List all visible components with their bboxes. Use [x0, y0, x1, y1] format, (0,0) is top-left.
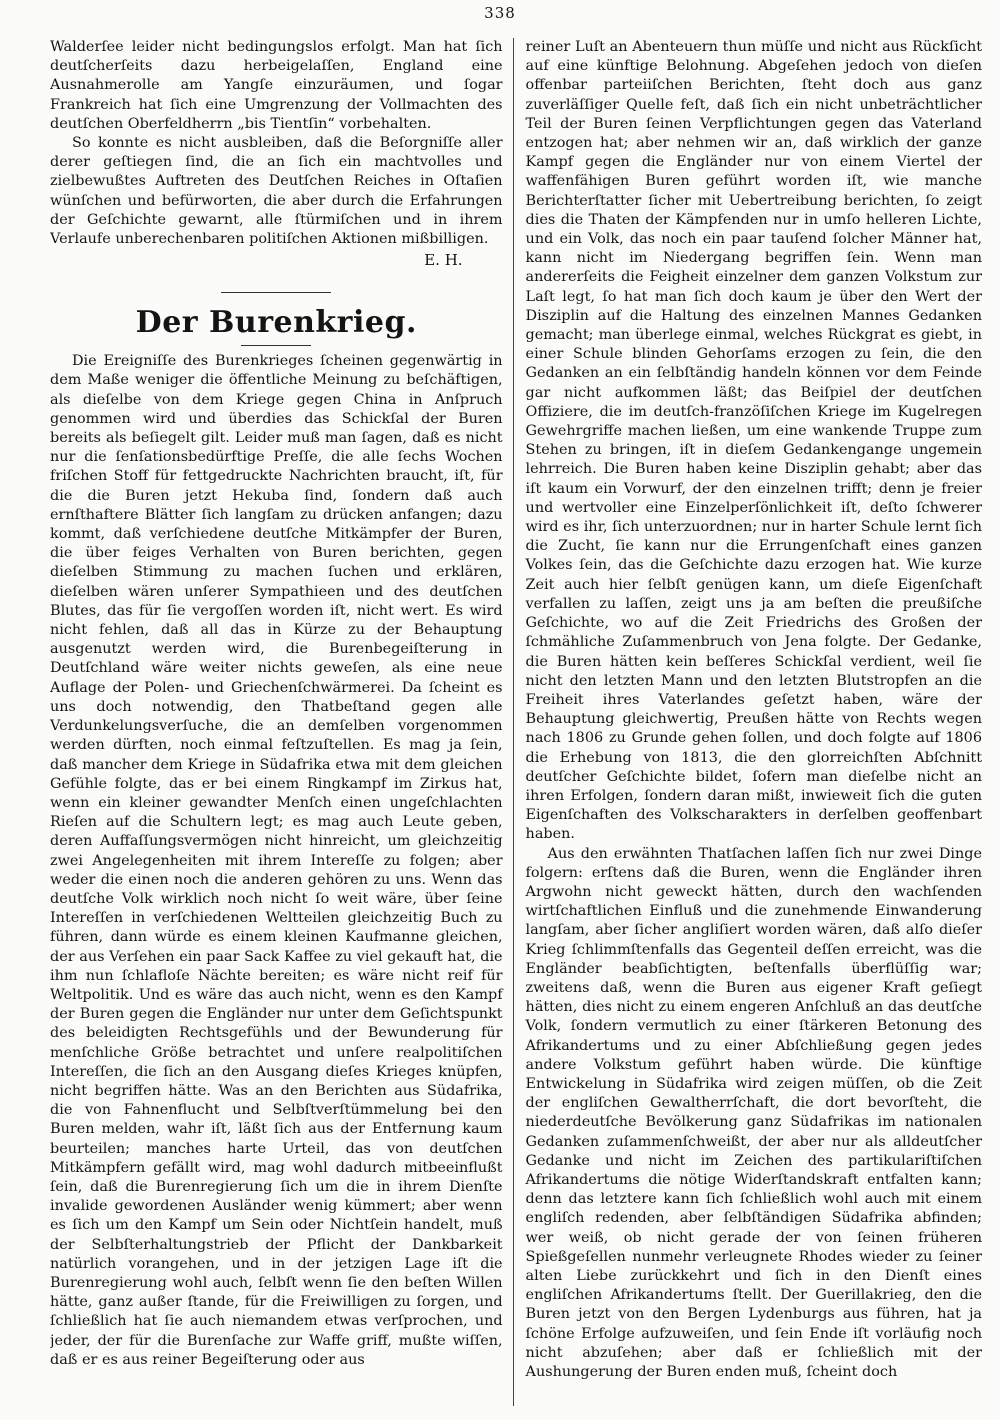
- two-column-layout: [50, 38, 982, 1406]
- intro-paragraph: So konnte es nicht ausbleiben, daß die Beſorgniſſe aller derer geſtiegen ſind, die an ſich ein machtvolles und zielbewußtes Auftreten des Deutſchen Reiches in Oſtaſien wünſchen und befürworten, die aber durch die Erfahrungen der Geſchichte gewarnt, alle ſtürmiſchen und in ihrem Verlaufe unberechenbaren politiſchen Aktionen mißbilligen.: [50, 135, 503, 248]
- right-column: [514, 38, 982, 1406]
- article-paragraph: reiner Luſt an Abenteuern thun müſſe und nicht aus Rückſicht auf eine künftige Belohnung. Abgeſehen jedoch von dieſen offenbar parteiiſchen Berichten, ſteht doch aus ganz zuverläſſiger Quelle feſt, daß ſich ein nicht unbeträchtlicher Teil der Buren ſeinen Verpflichtungen gegen das Vaterland entzogen hat; aber nehmen wir an, daß wirklich der ganze Kampf gegen die Engländer nur von einem Viertel der waffenfähigen Buren geführt worden iſt, wie manche Berichterſtatter ſicher mit Uebertreibung berichten, ſo zeigt dies die Thaten der Kämpfenden nur in umſo helleren Lichte, und ein Volk, das noch ein paar tauſend ſolcher Männer hat, kann nicht im Niedergang begriffen ſein. Wenn man andererſeits die Feigheit einzelner dem ganzen Volkstum zur Laſt legt, ſo hat man ſich doch kaum je über den Wert der Disziplin auf die Haltung des einzelnen Mannes Gedanken gemacht; man überlege einmal, welches Rückgrat es giebt, in einer Schule blinden Gehorſams erzogen zu ſein, die den Gedanken an ein ſelbſtändig handeln können vor dem Feinde gar nicht aufkommen läßt; das Beiſpiel der deutſchen Offiziere, die im deutſch-franzöſiſchen Kriege im Kugelregen Gewehrgriffe machen ließen, um eine wankende Truppe zum Stehen zu bringen, iſt in dieſem Gedankengange ungemein lehrreich. Die Buren haben keine Disziplin gehabt; aber das iſt kaum ein Vorwurf, der den einzelnen trifft; denn je freier und wertvoller eine Einzelperſönlichkeit iſt, deſto ſchwerer wird es ihr, ſich unterzuordnen; nur in harter Schule lernt ſich die Zucht, ſie kann nur die Errungenſchaft eines ganzen Volkes ſein, das die Geſchichte dazu erzogen hat. Wie kurze Zeit auch hier ſelbſt genügen kann, um dieſe Eigenſchaft verfallen zu laſſen, zeigt uns ja am beſten die preußiſche Geſchichte, wo auf die Zeit Friedrichs des Großen der ſchmähliche Zuſammenbruch von Jena folgte. Der Gedanke, die Buren hätten kein beſſeres Schickſal verdient, weil ſie nicht den letzten Mann und den letzten Blutstropfen an die Freiheit ihres Vaterlandes geſetzt haben, wäre der Behauptung gleichwertig, Preußen hätte von Rechts wegen nach 1806 zu Grunde gehen ſollen, und doch folgte auf 1806 die Erhebung von 1813, die den glorreichſten Abſchnitt deutſcher Geſchichte bildet, ſofern man dieſelbe nicht an ihren Erfolgen, ſondern daran mißt, inwieweit ſich die guten Eigenſchaften des Volkscharakters in derſelben geoffenbart haben.: [525, 39, 982, 843]
- intro-paragraph: Walderſee leider nicht bedingungslos erfolgt. Man hat ſich deutſcherſeits dazu herbeigelaſſen, England eine Ausnahmerolle am Yangſe einzuräumen, und ſogar Frankreich hat ſich eine Umgrenzung der Vollmachten des deutſchen Oberfeldherrn „bis Tientſin“ vorbehalten.: [50, 39, 503, 132]
- author-signature: E. H.: [424, 251, 463, 270]
- page-number: 338: [484, 4, 516, 22]
- article-paragraph: Aus den erwähnten Thatſachen laſſen ſich nur zwei Dinge folgern: erſtens daß die Buren, wenn die Engländer ihren Argwohn nicht geweckt hätten, durch den wachſenden wirtſchaftlichen Einfluß und die zunehmende Einwanderung langſam, aber ſicher angliſiert worden wären, daß alſo dieſer Krieg ſchlimmſtenfalls das Gegenteil deſſen erreicht, was die Engländer beabſichtigten, beſtenfalls überflüſſig war; zweitens daß, wenn die Buren aus eigener Kraft geſiegt hätten, dies nicht zu einem engeren Anſchluß an das deutſche Volk, ſondern vermutlich zu einer ſtärkeren Betonung des Afrikandertums und zu einer Abſchließung gegen jedes andere Volkstum geführt haben würde. Die künftige Entwickelung in Südafrika wird zeigen müſſen, ob die Zeit der engliſchen Gewaltherrſchaft, die dort bevorſteht, die niederdeutſche Bevölkerung ganz Südafrikas im nationalen Gedanken zuſammenſchweißt, der aber nur als alldeutſcher Gedanke und nicht im Zeichen des partikulariſtiſchen Afrikandertums die nötige Widerſtandskraft entfalten kann; denn das letztere kann ſich ſchließlich wohl auch mit einem engliſch redenden, aber ſelbſtändigen Südafrika abfinden; wer weiß, ob nicht gerade der von ſeinen früheren Spießgeſellen nunmehr verleugnete Rhodes wieder zu ſeiner alten Liebe zurückkehrt und ſich in den Dienſt eines engliſchen Afrikandertums ſtellt. Der Guerillakrieg, den die Buren jetzt von den Bergen Lydenburgs aus führen, hat ja ſchöne Erfolge aufzuweiſen, und ſein Ende iſt vorläufig noch nicht abzuſehen; aber daß er ſchließlich mit der Aushungerung der Buren enden muß, ſcheint doch: [525, 845, 982, 1381]
- title-underline-rule: [241, 345, 311, 346]
- article-title: Der Burenkrieg.: [135, 305, 417, 341]
- article-paragraph: Die Ereigniſſe des Burenkrieges ſcheinen gegenwärtig in dem Maße weniger die öffentliche Meinung zu beſchäftigen, als dieſelbe von dem Kriege gegen China in Anſpruch genommen wird und überdies das Schickſal der Buren bereits als beſiegelt gilt. Leider muß man ſagen, daß es nicht nur die ſenſationsbedürftige Preſſe, die alle ſechs Wochen friſchen Stoff für fettgedruckte Nachrichten braucht, iſt, für die die Buren jetzt Hekuba ſind, ſondern daß auch ernſthaftere Blätter ſich langſam zu drücken anfangen; dazu kommt, daß verſchiedene deutſche Mitkämpfer der Buren, die über feiges Verhalten von Buren berichten, gegen dieſelben Stimmung zu machen ſuchen und erklären, dieſelben wären unſerer Sympathieen und des deutſchen Blutes, das für ſie vergoſſen worden iſt, nicht wert. Es wird nicht fehlen, daß all das in Kürze zu der Behauptung ausgenutzt werden wird, die Burenbegeiſterung in Deutſchland wäre weiter nichts geweſen, als eine neue Auflage der Polen- und Griechenſchwärmerei. Da ſcheint es uns doch notwendig, den Thatbeſtand gegen alle Verdunkelungsverſuche, die an demſelben vorgenommen werden dürften, noch einmal feſtzuſtellen. Es mag ja ſein, daß mancher dem Kriege in Südafrika etwa mit dem gleichen Gefühle folgte, das er bei einem Ringkampf im Zirkus hat, wenn ein kleiner gewandter Menſch einen ungeſchlachten Rieſen auf die Schultern legt; es mag auch Leute geben, deren Auffaſſungsvermögen nicht hinreicht, um gleichzeitig zwei Angelegenheiten mit ihrem Intereſſe zu folgen; aber weder die einen noch die anderen gehören zu uns. Wenn das deutſche Volk wirklich noch nicht ſo weit wäre, über ſeine Intereſſen in verſchiedenen Weltteilen gleichzeitig Buch zu führen, dann würde es einem kleinen Kaufmanne gleichen, der aus Verſehen ein paar Sack Kaffee zu viel gekauft hat, die ihm nun ſchlafloſe Nächte bereiten; es wäre nicht reif für Weltpolitik. Und es wäre das auch nicht, wenn es den Kampf der Buren gegen die Engländer nur unter dem Geſichtspunkt des beleidigten Rechtsgefühls und der Bewunderung für menſchliche Größe betrachtet und unſere realpolitiſchen Intereſſen, die ſich an den Ausgang dieſes Krieges knüpfen, nicht begriffen hätte. Was an den Berichten aus Südafrika, die von Fahnenflucht und Selbſtverſtümmelung bei den Buren melden, wahr iſt, läßt ſich aus der Entfernung kaum beurteilen; manches harte Urteil, das von deutſchen Mitkämpfern gefällt wird, mag wohl dadurch mitbeeinflußt ſein, daß die Burenregierung ſich um die in ihrem Dienſte invalide gewordenen Ausländer wenig kümmert; aber wenn es ſich um den Kampf um Sein oder Nichtſein handelt, muß der Selbſterhaltungstrieb der Pflicht der Dankbarkeit natürlich vorangehen, und in der jetzigen Lage iſt die Burenregierung wohl auch, ſelbſt wenn ſie den beſten Willen hätte, ganz außer ſtande, für die Freiwilligen zu ſorgen, und ſchließlich hat ſie auch niemandem etwas verſprochen, und jeder, der für die Burenſache zur Waffe griff, mußte wiſſen, daß er es aus reiner Begeiſterung oder aus: [50, 353, 503, 1368]
- left-column: [50, 38, 513, 1406]
- section-divider-rule: [221, 292, 331, 293]
